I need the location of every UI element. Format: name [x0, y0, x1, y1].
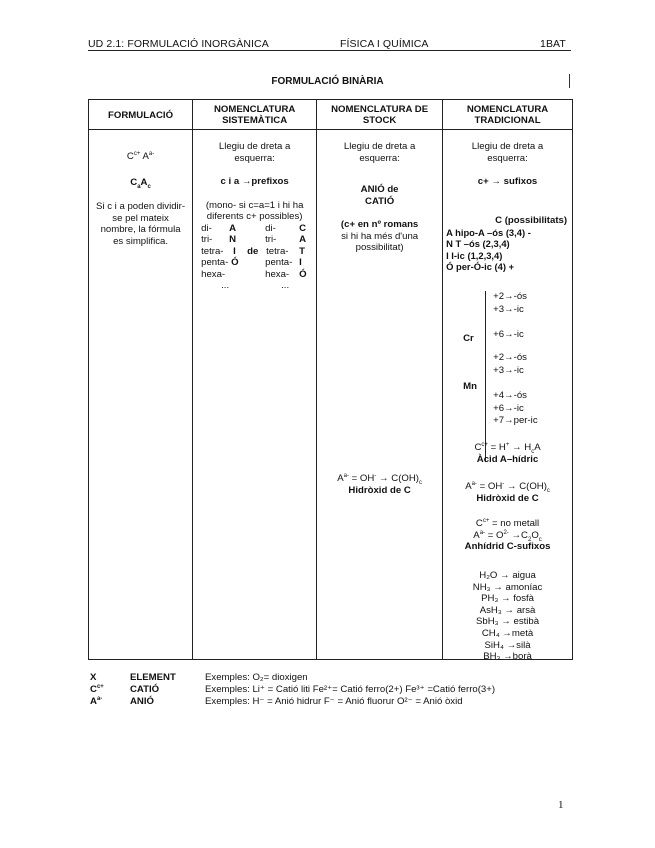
cell-sistematica — [193, 130, 317, 660]
stock-roman: (c+ en nº romans — [340, 219, 419, 230]
trad-suffix-rules: C (possibilitats) A hipo-A –ós (3,4) - N T –ós (2,3,4) I I-ic (1,2,3,4) Ó per-Ó-ic (4) + — [446, 215, 568, 272]
trad-intro: Llegiu de dreta a esquerra: — [471, 141, 544, 164]
mn-states: +2→-ós +3→-ic +4→-ós +6→-ic +7→per-ic — [493, 352, 538, 427]
stock-hydroxide-name: Hidròxid de C — [348, 484, 411, 496]
col-header-formulacio: FORMULACIÓ — [89, 100, 193, 130]
stock-intro: Llegiu de dreta a esquerra: — [343, 141, 416, 164]
trad-rule: c+ → sufixos — [477, 176, 538, 187]
header-subject: FÍSICA I QUÍMICA — [340, 38, 429, 50]
sist-condition: (mono- si c=a=1 i hi ha diferents c+ possibles) — [205, 199, 304, 222]
prefix-list: di- A di- C tri- N tri- A tetra- I de tetra- T penta- Ó penta- I hexa- hexa- Ó ... ... — [201, 222, 307, 291]
stock-hydroxide: $A^{a-} = OH^- \to C(OH)_c$ Hidròxid de C — [317, 473, 442, 496]
sist-intro: Llegiu de dreta a esquerra: — [218, 141, 291, 164]
trad-hydride-names: H₂O → aigua NH₃ → amoníac PH₃ → fosfà AsH₃ → arsà SbH₃ → estibà CH₄ →metà SiH₄ →silà BH₃ →borà — [472, 570, 543, 663]
trad-acid: $C^{c+} = H^+ \to H_cA$ Àcid A–hídric — [474, 441, 541, 465]
header-unit: UD 2.1: FORMULACIÓ INORGÀNICA — [88, 38, 269, 50]
page-title: FORMULACIÓ BINÀRIA — [271, 76, 384, 87]
cr-label: Cr — [463, 333, 474, 344]
col-header-sistematica: NOMENCLATURA SISTEMÀTICA — [193, 100, 317, 130]
sist-rule: c i a →prefixos — [220, 176, 289, 187]
col-header-stock: NOMENCLATURA DE STOCK — [317, 100, 443, 130]
nomenclature-table — [88, 99, 573, 663]
simplify-note: Si c i a poden dividir-se pel mateix nombre, la fórmula es simplifica. — [96, 201, 186, 247]
cell-tradicional — [443, 130, 573, 663]
col-header-tradicional: NOMENCLATURA TRADICIONAL — [443, 100, 573, 130]
header-level: 1BAT — [540, 38, 566, 50]
page-number: 1 — [558, 799, 564, 811]
formula-ca: $C_aA_c$ — [130, 176, 151, 190]
cell-formulacio — [89, 130, 193, 660]
cell-stock — [317, 130, 443, 660]
stock-roman-note: si hi ha més d'una possibilitat) — [341, 230, 419, 253]
trad-anhydride: $C^{c+}$ = no metall $A^{a-} = O^{2-} \to C_2O_c$ Anhídrid C-sufixos — [464, 517, 551, 552]
header-rule — [88, 50, 571, 51]
mn-label: Mn — [463, 381, 477, 392]
stock-main1: ANIÓ de — [360, 184, 399, 195]
cr-states: +2→-ós +3→-ic +6→-ic — [493, 291, 527, 341]
formula-general: $C^{c+}$ $A^{a-}$ — [126, 150, 155, 162]
stock-main2: CATIÓ — [365, 195, 395, 207]
text-cursor — [569, 74, 570, 88]
trad-hydroxide: $A^{a-} = OH^- \to C(OH)_c$ Hidròxid de C — [465, 480, 550, 504]
